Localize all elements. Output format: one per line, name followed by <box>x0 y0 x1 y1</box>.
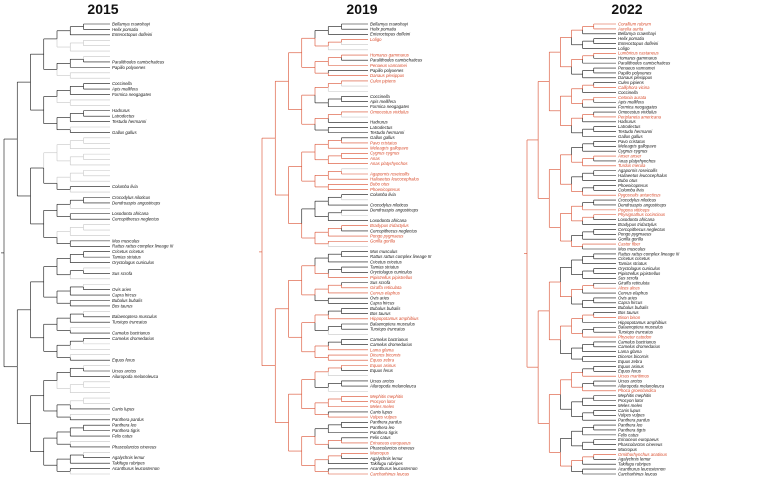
species-label: Bos taurus <box>112 303 133 309</box>
species-label: Coccinella <box>370 93 390 99</box>
species-label: Haliaeetus leucocephalus <box>618 173 667 179</box>
species-label: Bison bison <box>618 314 641 320</box>
species-label: Columba livia <box>370 192 396 198</box>
species-label: Cercopithecus neglectus <box>112 216 160 222</box>
species-label: Penaeus vannamei <box>618 65 655 71</box>
species-label: Equus asinus <box>370 362 396 368</box>
species-label: Diceros bicornis <box>618 354 649 360</box>
species-label: Pogona vitticeps <box>618 207 650 213</box>
species-label: Felis catus <box>112 433 133 439</box>
species-label: Agalychnis lemur <box>370 455 403 461</box>
species-label: Mus musculus <box>370 248 398 254</box>
species-label: Diceros bicornis <box>370 352 401 358</box>
species-label: Penaeus vannamei <box>370 62 407 68</box>
species-label: Equus zebra <box>370 357 395 363</box>
species-label: Helix pomatia <box>618 36 645 42</box>
species-label: Physignathus cocincinus <box>618 212 666 218</box>
species-label: Coccinella <box>618 89 638 95</box>
species-label: Homarus gammarus <box>618 55 657 61</box>
species-label: Macropus <box>370 450 389 456</box>
species-label: Cervus elaphus <box>618 290 648 296</box>
species-label: Homarus gammarus <box>370 52 409 58</box>
species-label: Crocodylus niloticus <box>112 194 151 200</box>
species-label: Paralithodes camtschaticus <box>370 57 423 63</box>
species-label: Panthera leo <box>112 422 137 428</box>
species-label: Ailuropoda melanoleuca <box>112 373 159 379</box>
species-label: Canis lupus <box>618 407 641 413</box>
species-label: Erinaceus europaeus <box>618 437 659 443</box>
species-label: Bubo otus <box>618 177 638 183</box>
species-label: Bubo otus <box>370 181 390 187</box>
species-label: Helix pomatia <box>370 26 397 32</box>
panel-year-title: 2019 <box>346 1 378 17</box>
species-label: Latrodectus <box>112 113 135 119</box>
species-label: Gallus gallus <box>370 135 395 141</box>
species-label: Procyon lotor <box>618 398 644 404</box>
species-label: Balaenoptera musculus <box>370 321 415 327</box>
species-label: Latrodectus <box>618 124 641 130</box>
species-label: Meleagris gallopavo <box>618 143 657 149</box>
species-label: Omocestus viridulus <box>370 109 409 115</box>
species-label: Anas platyrhynchos <box>370 161 408 167</box>
species-label: Acanthurus leucosternon <box>370 466 418 472</box>
species-label: Canis lupus <box>370 409 393 415</box>
species-label: Omocestus viridulus <box>618 109 657 115</box>
species-label: Calliphora vicina <box>618 84 650 90</box>
species-label: Phoenicopterus <box>370 186 400 192</box>
species-label: Cetonia aurata <box>618 94 647 100</box>
species-label: Sus scrofa <box>370 280 391 286</box>
species-label: Takifugu rubripes <box>370 461 403 467</box>
species-label: Ornithorhynchus anatinus <box>618 451 667 457</box>
species-label: Formica neogagates <box>112 91 152 97</box>
species-label: Agapornis roseicollis <box>370 171 410 177</box>
species-label: Papilio polyxenes <box>112 64 146 70</box>
species-label: Pongo pygmaeus <box>370 233 404 239</box>
species-label: Loligo <box>370 36 382 42</box>
species-label: Pavo cristatus <box>370 140 397 146</box>
species-label: Formica neogagates <box>618 104 658 110</box>
species-label: Rattus rattus complex lineage III <box>370 254 432 260</box>
species-label: Coccinella <box>112 81 132 87</box>
species-label: Procyon lotor <box>370 398 396 404</box>
species-label: Camelus bactrianus <box>370 336 408 342</box>
species-label: Columba livia <box>112 184 138 190</box>
species-label: Panthera pardus <box>112 417 144 423</box>
species-label: Dendroaspis angusticeps <box>618 202 667 208</box>
species-label: Alces alces <box>618 285 640 291</box>
species-label: Equus ferus <box>618 368 641 374</box>
species-label: Lama glama <box>618 349 642 355</box>
species-label: Enteroctopus dofleini <box>112 32 153 38</box>
species-label: Cercopithecus neglectus <box>370 228 418 234</box>
species-label: Helix pomatia <box>112 26 139 32</box>
species-label: Tamias striatus <box>618 261 647 267</box>
species-label: Pongo pygmaeus <box>618 231 652 237</box>
species-label: Oryctolagus cuniculus <box>618 265 661 271</box>
species-label: Takifugu rubripes <box>618 461 651 467</box>
species-label: Phoca groenlandica <box>618 388 656 394</box>
species-label: Panthera leo <box>370 424 395 430</box>
species-label: Hadrurus <box>370 119 388 125</box>
species-label: Ovis aries <box>370 295 390 301</box>
species-label: Ursus arctos <box>370 378 395 384</box>
species-label: Cricetus cricetus <box>370 259 402 265</box>
species-label: Panthera pardus <box>618 417 650 423</box>
species-label: Latrodectus <box>370 124 393 130</box>
species-label: Ursus maritimus <box>618 373 650 379</box>
species-label: Balaenoptera musculus <box>112 314 157 320</box>
species-label: Formica neogagates <box>370 104 410 110</box>
species-label: Equus ferus <box>370 367 393 373</box>
species-label: Ovis aries <box>112 287 132 293</box>
species-label: Cervus elaphus <box>370 290 400 296</box>
species-label: Anas platyrhynchos <box>618 158 656 164</box>
species-label: Rattus rattus complex lineage III <box>618 251 680 257</box>
species-label: Phascolarctos cinereus <box>618 442 663 448</box>
species-label: Bradypus tridactylus <box>370 223 409 229</box>
species-label: Corallium rubrum <box>618 21 651 27</box>
species-label: Agalychnis lemur <box>618 456 651 462</box>
species-label: Bubalus bubalis <box>618 305 649 311</box>
species-label: Bos taurus <box>618 309 639 315</box>
species-label: Tursiops truncatus <box>370 326 406 332</box>
species-label: Loxodonta africana <box>618 217 655 223</box>
species-label: Tamias striatus <box>370 264 399 270</box>
species-label: Enteroctopus dofleini <box>370 31 411 37</box>
species-label: Papilio polyxenes <box>618 70 652 76</box>
species-label: Mephitis mephitis <box>618 393 652 399</box>
species-label: Hippopotamus amphibius <box>370 316 419 322</box>
species-label: Camelus dromedarius <box>112 335 155 341</box>
species-label: Culex pipiens <box>370 78 396 84</box>
species-label: Cricetus cricetus <box>112 249 144 255</box>
species-label: Loxodonta africana <box>112 211 149 217</box>
species-label: Panthera tigris <box>370 430 398 436</box>
species-label: Bellamya crawshayi <box>112 21 150 27</box>
species-label: Panthera leo <box>618 422 643 428</box>
species-label: Meleagris gallopavo <box>370 145 409 151</box>
species-label: Acanthurus leucosternon <box>112 465 160 471</box>
species-label: Cygnus cygnus <box>618 148 648 154</box>
species-label: Testudo hermanni <box>618 129 653 135</box>
species-label: Mephitis mephitis <box>370 393 404 399</box>
species-label: Phascolarctos cinereus <box>370 445 415 451</box>
species-label: Camelus dromedarius <box>370 342 413 348</box>
panel-year-title: 2022 <box>611 1 643 17</box>
species-label: Felis catus <box>370 435 391 441</box>
species-label: Giraffa reticulata <box>370 285 402 291</box>
species-label: Apis mellifera <box>112 86 138 92</box>
species-label: Haliaeetus leucocephalus <box>370 176 419 182</box>
species-label: Balaenoptera musculus <box>618 324 663 330</box>
species-label: Ovis aries <box>618 295 638 301</box>
species-label: Apis mellifera <box>618 99 644 105</box>
species-label: Cricetus cricetus <box>618 256 650 262</box>
species-label: Sus scrofa <box>618 275 639 281</box>
species-label: Panthera tigris <box>618 427 646 433</box>
species-label: Periplaneta americana <box>618 114 661 120</box>
species-label: Panthera pardus <box>370 419 402 425</box>
species-label: Pipistrellus pipistrellus <box>618 270 661 276</box>
species-label: Danaus plexippus <box>618 75 653 81</box>
species-label: Bradypus tridactylus <box>618 221 657 227</box>
species-label: Panthera tigris <box>112 428 140 434</box>
species-label: Testudo hermanni <box>370 130 405 136</box>
species-label: Camelus bactrianus <box>618 339 656 345</box>
species-label: Crocodylus niloticus <box>370 202 409 208</box>
species-label: Danaus plexippus <box>370 73 405 79</box>
species-label: Carcharhinus leucas <box>370 471 410 477</box>
species-label: Ursus arctos <box>112 368 137 374</box>
species-label: Meles meles <box>618 402 643 408</box>
species-label: Bubalus bubalis <box>112 297 143 303</box>
species-label: Gorilla gorilla <box>618 236 644 242</box>
species-label: Crocodylus niloticus <box>618 197 657 203</box>
species-label: Lama glama <box>370 347 394 353</box>
species-label: Paralithodes camtschaticus <box>112 59 165 65</box>
species-label: Equus zebra <box>618 358 643 364</box>
species-label: Pygoscelis antarcticus <box>618 192 661 198</box>
species-label: Vulpes vulpes <box>370 414 397 420</box>
species-label: Pavo cristatus <box>618 138 645 144</box>
species-label: Capra hircus <box>618 300 643 306</box>
species-label: Rattus rattus complex lineage III <box>112 243 174 249</box>
species-label: Loxodonta africana <box>370 217 407 223</box>
species-label: Gorilla gorilla <box>370 238 396 244</box>
species-label: Pipistrellus pipistrellus <box>370 274 413 280</box>
species-label: Loligo <box>618 45 630 51</box>
species-label: Lumbricus castaneus <box>618 50 659 56</box>
species-label: Castor fiber <box>618 241 641 247</box>
species-label: Aurelia aurita <box>618 26 644 32</box>
species-label: Columba livia <box>618 187 644 193</box>
species-label: Mus musculus <box>112 238 140 244</box>
species-label: Enteroctopus dofleini <box>618 40 659 46</box>
species-label: Physeter catodon <box>618 334 652 340</box>
species-label: Phascolarctos cinereus <box>112 444 157 450</box>
species-label: Ursus arctos <box>618 378 643 384</box>
species-label: Ailuropoda melanoleuca <box>618 383 665 389</box>
species-label: Vulpes vulpes <box>618 412 645 418</box>
species-label: Capra hircus <box>112 292 137 298</box>
species-label: Tursiops truncatus <box>112 319 148 325</box>
species-label: Tamias striatus <box>112 254 141 260</box>
species-label: Bos taurus <box>370 311 391 317</box>
species-label: Camelus dromedarius <box>618 344 661 350</box>
species-label: Hippopotamus amphibius <box>618 319 667 325</box>
species-label: Gallus gallus <box>618 133 643 139</box>
species-label: Bubalus bubalis <box>370 305 401 311</box>
species-label: Anas <box>370 155 380 161</box>
species-label: Camelus bactrianus <box>112 330 150 336</box>
species-label: Meles meles <box>370 404 395 410</box>
species-label: Equus asinus <box>618 363 644 369</box>
species-label: Paralithodes camtschaticus <box>618 60 671 66</box>
species-label: Carcharhinus leucas <box>618 471 658 477</box>
species-label: Hadrurus <box>618 119 636 125</box>
species-label: Capra hircus <box>370 300 395 306</box>
species-label: Agapornis roseicollis <box>618 168 658 174</box>
species-label: Takifugu rubripes <box>112 460 145 466</box>
species-label: Bellamya crawshayi <box>618 31 656 37</box>
species-label: Papilio polyxenes <box>370 67 404 73</box>
species-label: Giraffa reticulata <box>618 280 650 286</box>
species-label: Sus scrofa <box>112 270 133 276</box>
species-label: Equus ferus <box>112 357 135 363</box>
species-label: Oryctolagus cuniculus <box>370 269 413 275</box>
species-label: Tursiops truncatus <box>618 329 654 335</box>
species-label: Bellamya crawshayi <box>370 21 408 27</box>
species-label: Apis mellifera <box>370 98 396 104</box>
species-label: Macropus <box>618 446 637 452</box>
panel-year-title: 2015 <box>87 1 119 17</box>
species-label: Anser anser <box>618 153 642 159</box>
species-label: Hadrurus <box>112 108 130 114</box>
species-label: Ailuropoda melanoleuca <box>370 383 417 389</box>
species-label: Felis catus <box>618 432 639 438</box>
species-label: Dendroaspis angusticeps <box>112 200 161 206</box>
species-label: Mus musculus <box>618 246 646 252</box>
species-label: Cygnus cygnus <box>370 150 400 156</box>
species-label: Acanthurus leucosternon <box>618 466 666 472</box>
species-label: Dendroaspis angusticeps <box>370 207 419 213</box>
species-label: Erinaceus europaeus <box>370 440 411 446</box>
species-label: Oryctolagus cuniculus <box>112 259 155 265</box>
species-label: Turdus merula <box>618 163 646 169</box>
species-label: Phoenicopterus <box>618 182 648 188</box>
species-label: Canis lupus <box>112 406 135 412</box>
species-label: Agalychnis lemur <box>112 455 145 461</box>
species-label: Gallus gallus <box>112 129 137 135</box>
species-label: Cercopithecus neglectus <box>618 226 666 232</box>
species-label: Culex pipiens <box>618 80 644 86</box>
species-label: Testudo hermanni <box>112 118 147 124</box>
